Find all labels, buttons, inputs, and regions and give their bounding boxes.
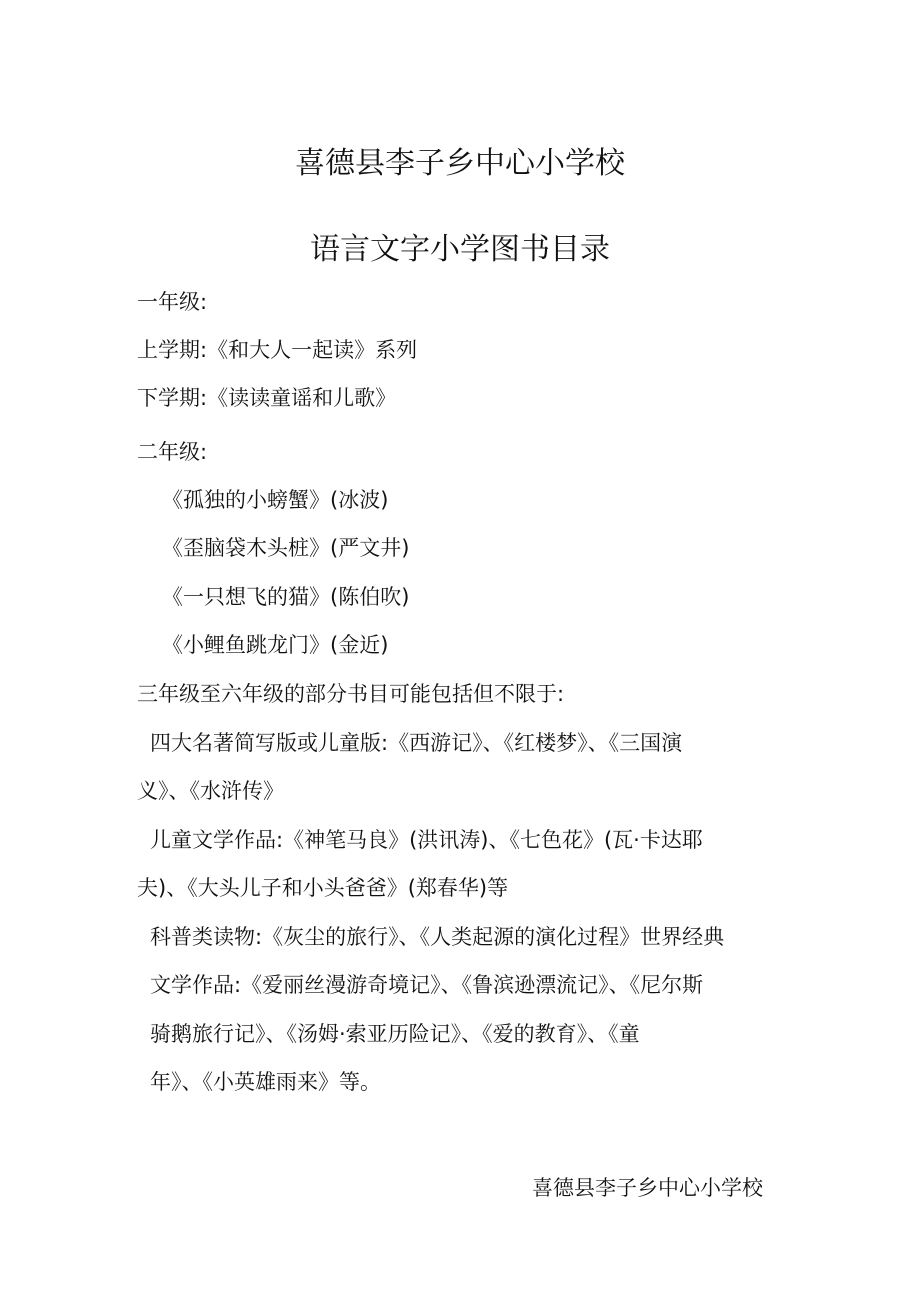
- grade3to6-line: 夫)、《大头儿子和小头爸爸》(郑春华)等: [137, 876, 509, 900]
- grade3to6-line: 文学作品:《爱丽丝漫游奇境记》、《鲁滨逊漂流记》、《尼尔斯: [150, 973, 704, 997]
- grade1-heading: 一年级:: [137, 290, 208, 314]
- grade2-book: 《歪脑袋木头桩》(严文井): [162, 536, 410, 560]
- grade2-book: 《小鲤鱼跳龙门》(金近): [162, 633, 389, 657]
- grade1-semester1: 上学期:《和大人一起读》系列: [137, 338, 418, 362]
- grade2-book: 《一只想飞的猫》(陈伯吹): [162, 585, 410, 609]
- grade3to6-line: 科普类读物:《灰尘的旅行》、《人类起源的演化过程》世界经典: [150, 925, 725, 949]
- grade3to6-line: 骑鹅旅行记》、《汤姆·索亚历险记》、《爱的教育》、《童: [150, 1022, 640, 1046]
- grade3to6-heading: 三年级至六年级的部分书目可能包括但不限于:: [137, 682, 565, 706]
- grade1-semester2: 下学期:《读读童谣和儿歌》: [137, 386, 397, 410]
- grade3to6-line: 儿童文学作品:《神笔马良》(洪讯涛)、《七色花》(瓦·卡达耶: [150, 828, 703, 852]
- school-title: 喜德县李子乡中心小学校: [295, 146, 625, 181]
- grade2-heading: 二年级:: [137, 440, 208, 464]
- grade3to6-line: 四大名著简写版或儿童版:《西游记》、《红楼梦》、《三国演: [150, 731, 683, 755]
- catalog-title: 语言文字小学图书目录: [310, 232, 610, 267]
- grade2-book: 《孤独的小螃蟹》(冰波): [162, 488, 389, 512]
- grade3to6-line: 年》、《小英雄雨来》等。: [150, 1070, 381, 1094]
- signature: 喜德县李子乡中心小学校: [532, 1176, 763, 1200]
- grade3to6-line: 义》、《水浒传》: [137, 779, 284, 803]
